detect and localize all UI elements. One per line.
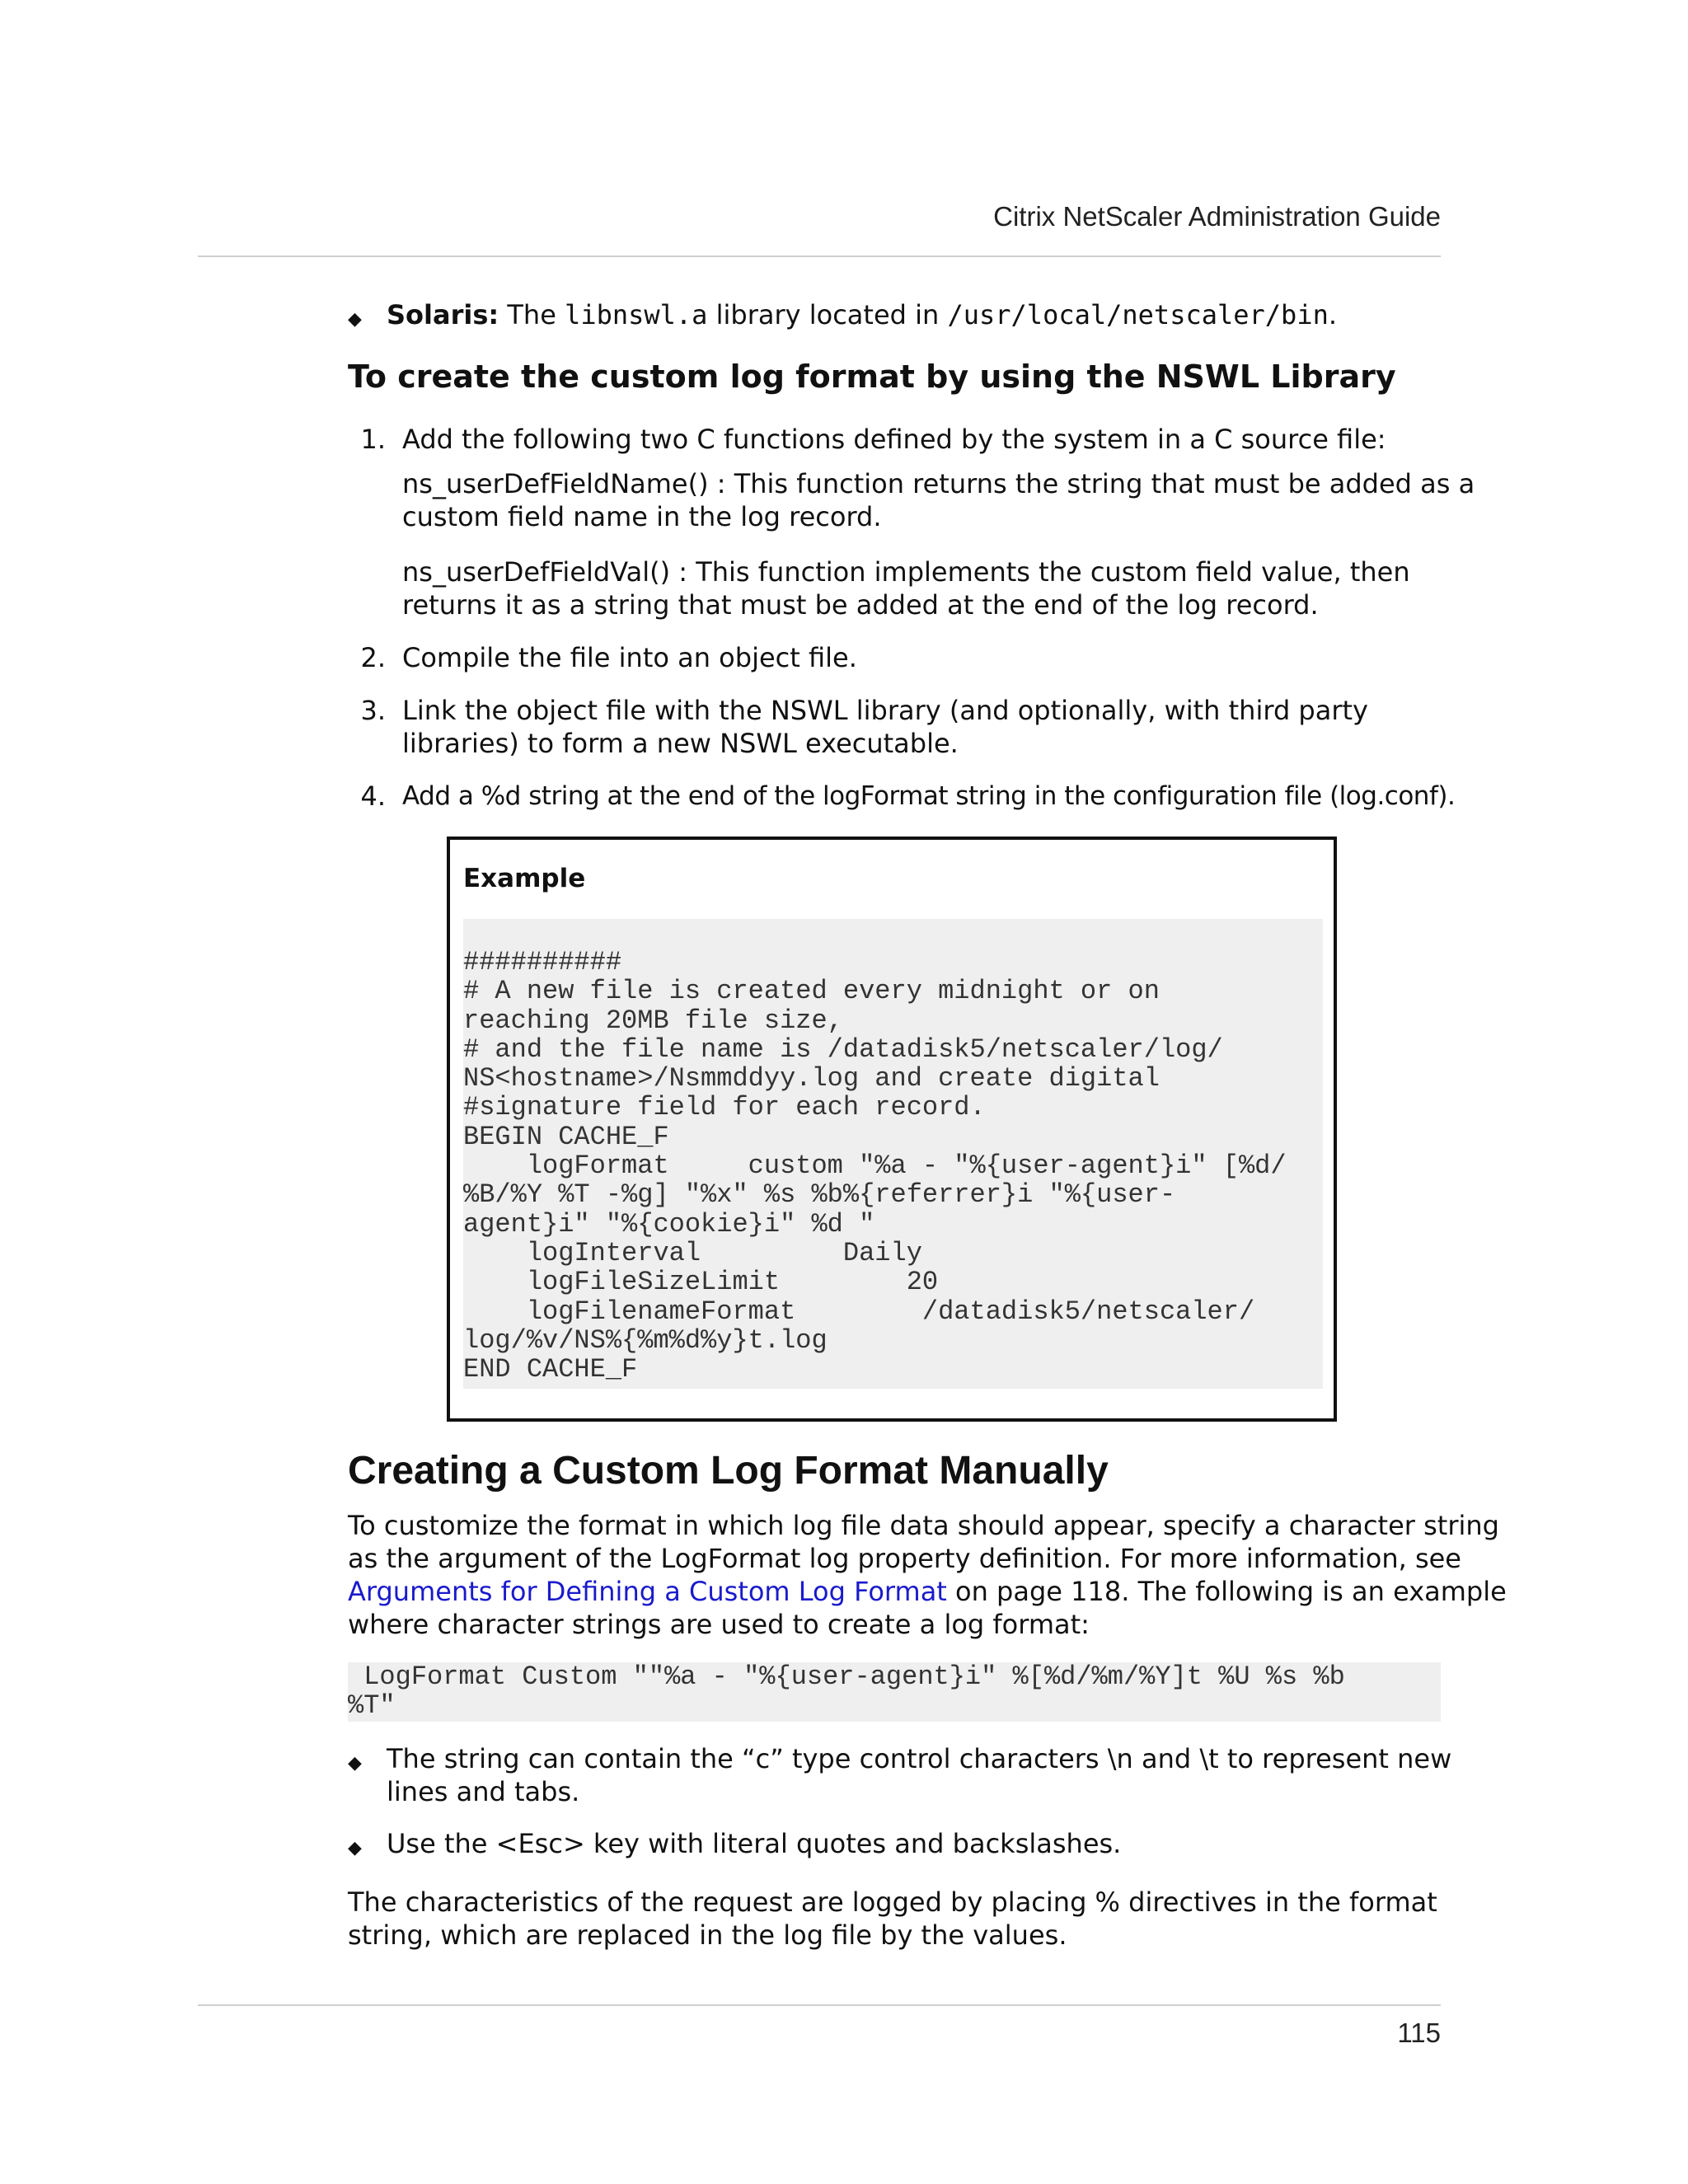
running-header: Citrix NetScaler Administration Guide [993, 201, 1441, 232]
logformat-code: LogFormat Custom ""%a - "%{user-agent}i" %[%d/%m/%Y]t %U %s %b %T" [348, 1661, 1345, 1721]
example-label: Example [463, 864, 586, 893]
step-number: 3. [360, 695, 386, 726]
cross-reference-link[interactable]: Arguments for Defining a Custom Log Format [348, 1576, 947, 1607]
section-paragraph-2: The characteristics of the request are logged by placing % directives in the format string, which are replaced in the log file by the values. [348, 1886, 1437, 1951]
bullet-diamond-icon: ◆ [348, 1753, 362, 1774]
step-3-text: Link the object file with the NSWL library (and optionally, with third party libraries) to form a new NSWL executable. [402, 695, 1368, 759]
section-heading: Creating a Custom Log Format Manually [348, 1449, 1109, 1493]
step-1-sub-2: ns_userDefFieldVal() : This function implements the custom field value, then returns it as a string that must be added at the end of the log record. [402, 556, 1410, 621]
bullet-diamond-icon: ◆ [348, 1838, 362, 1858]
lib-name: libnswl.a [565, 299, 708, 330]
step-1-sub-1: ns_userDefFieldName() : This function returns the string that must be added as a custom field name in the log record. [402, 468, 1475, 532]
solaris-bullet: Solaris: The libnswl.a library located in /usr/local/netscaler/bin. [387, 299, 1338, 330]
bullet-item: The string can contain the “c” type control characters \n and \t to represent new lines and tabs. [387, 1743, 1452, 1807]
lib-path: /usr/local/netscaler/bin [947, 299, 1329, 330]
bullet-item: Use the <Esc> key with literal quotes and backslashes. [387, 1828, 1122, 1859]
step-number: 1. [360, 424, 386, 455]
step-number: 2. [360, 642, 386, 673]
step-1-text: Add the following two C functions defined by the system in a C source file: [402, 424, 1386, 455]
section-paragraph: To customize the format in which log file data should appear, specify a character string as the argument of the LogFormat log property definition. For more information, see Arguments for Defining a Custom Log Format on page 118. The following is an example where character strings are used to create a log format: [348, 1510, 1507, 1640]
step-4-text: Add a %d string at the end of the logFormat string in the configuration file (log.conf). [402, 781, 1456, 811]
footer-rule [198, 2004, 1441, 2006]
example-code: ########## # A new file is created every midnight or on reaching 20MB file size, # and the file name is /datadisk5/netscaler/log/ NS<hostname>/Nsmmddyy.log and create digital #signature field for each record. BEGIN CACHE_F logFormat custom "%a - "%{user-agent}i" [%d/ %B/%Y %T -%g] "%x" %s %b%{referrer}i "%{user- agent}i" "%{cookie}i" %d " logInterval Daily logFileSizeLimit 20 logFilenameFormat /datadisk5/netscaler/ log/%v/NS%{%m%d%y}t.log END CACHE_F [463, 947, 1287, 1385]
page-number: 115 [1397, 2018, 1441, 2048]
step-2-text: Compile the file into an object file. [402, 642, 857, 673]
procedure-heading: To create the custom log format by using the NSWL Library [348, 359, 1396, 395]
header-rule [198, 255, 1441, 257]
step-number: 4. [360, 780, 386, 812]
bullet-diamond-icon: ◆ [348, 309, 362, 330]
solaris-label: Solaris: [387, 299, 499, 330]
